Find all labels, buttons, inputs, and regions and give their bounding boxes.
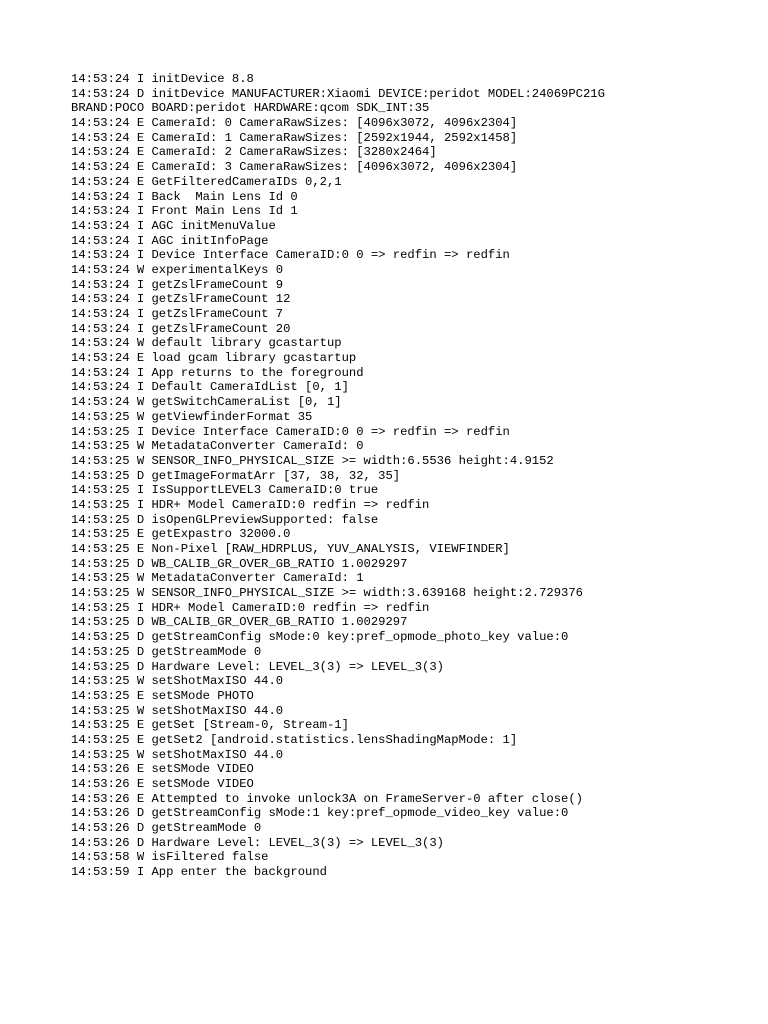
log-line: 14:53:26 E Attempted to invoke unlock3A on FrameServer-0 after close() [71, 791, 583, 806]
log-line: 14:53:24 D initDevice MANUFACTURER:Xiaomi DEVICE:peridot MODEL:24069PC21G [71, 86, 605, 101]
log-line: 14:53:26 E setSMode VIDEO [71, 777, 254, 791]
log-line: 14:53:24 E CameraId: 2 CameraRawSizes: [3280x2464] [71, 145, 437, 160]
log-line: 14:53:25 D getImageFormatArr [37, 38, 32, 35] [71, 468, 401, 483]
log-line: 14:53:25 D isOpenGLPreviewSupported: false [71, 512, 379, 527]
log-line: 14:53:24 I initDevice 8.8 [71, 72, 254, 86]
log-line: 14:53:24 I AGC initMenuValue [71, 218, 276, 233]
log-line: 14:53:24 I getZslFrameCount 9 [71, 277, 284, 292]
log-line: 14:53:24 E CameraId: 0 CameraRawSizes: [4096x3072, 4096x2304] [71, 116, 518, 131]
log-line: 14:53:24 I App returns to the foreground [71, 365, 364, 380]
log-line: 14:53:25 D getStreamMode 0 [71, 644, 262, 659]
log-line: 14:53:24 E load gcam library gcastartup [71, 351, 357, 366]
log-line: 14:53:25 D Hardware Level: LEVEL_3(3) => LEVEL_3(3) [71, 659, 444, 674]
log-line: 14:53:25 W getViewfinderFormat 35 [71, 409, 313, 424]
log-line: 14:53:24 I getZslFrameCount 20 [71, 321, 291, 336]
log-line: 14:53:24 W default library gcastartup [71, 336, 342, 351]
log-line: 14:53:59 I App enter the background [71, 865, 327, 880]
log-line: 14:53:24 E CameraId: 3 CameraRawSizes: [4096x3072, 4096x2304] [71, 160, 518, 175]
log-line: 14:53:25 W SENSOR_INFO_PHYSICAL_SIZE >= width:6.5536 height:4.9152 [71, 453, 554, 468]
log-line: 14:53:24 E CameraId: 1 CameraRawSizes: [2592x1944, 2592x1458] [71, 130, 518, 145]
log-line: 14:53:25 D WB_CALIB_GR_OVER_GB_RATIO 1.0029297 [71, 556, 408, 571]
log-line: 14:53:26 D getStreamMode 0 [71, 821, 262, 836]
log-line: 14:53:25 W setShotMaxISO 44.0 [71, 747, 284, 762]
log-line: 14:53:25 W SENSOR_INFO_PHYSICAL_SIZE >= width:3.639168 height:2.729376 [71, 586, 583, 601]
log-line: 14:53:25 I HDR+ Model CameraID:0 redfin => redfin [71, 600, 430, 615]
log-line: 14:53:25 E setSMode PHOTO [71, 688, 254, 703]
log-line: 14:53:25 I IsSupportLEVEL3 CameraID:0 true [71, 483, 379, 498]
log-line: 14:53:25 E getSet [Stream-0, Stream-1] [71, 718, 349, 733]
log-line: 14:53:25 E getExpastro 32000.0 [71, 527, 291, 542]
log-line: 14:53:25 W MetadataConverter CameraId: 1 [71, 571, 364, 586]
log-line: 14:53:26 D getStreamConfig sMode:1 key:pref_opmode_video_key value:0 [71, 806, 569, 821]
log-line: 14:53:25 E getSet2 [android.statistics.lensShadingMapMode: 1] [71, 732, 518, 747]
log-line: 14:53:26 E setSMode VIDEO [71, 762, 254, 777]
log-line: 14:53:24 I Back Main Lens Id 0 [71, 189, 298, 204]
log-line: BRAND:POCO BOARD:peridot HARDWARE:qcom SDK_INT:35 [71, 101, 430, 116]
log-line: 14:53:24 W experimentalKeys 0 [71, 262, 284, 277]
log-line: 14:53:25 D getStreamConfig sMode:0 key:pref_opmode_photo_key value:0 [71, 630, 569, 645]
log-line: 14:53:24 E GetFilteredCameraIDs 0,2,1 [71, 174, 342, 189]
log-line: 14:53:24 I Front Main Lens Id 1 [71, 204, 298, 219]
log-line: 14:53:24 W getSwitchCameraList [0, 1] [71, 395, 342, 410]
log-line: 14:53:25 D WB_CALIB_GR_OVER_GB_RATIO 1.0029297 [71, 615, 408, 630]
log-line: 14:53:58 W isFiltered false [71, 850, 269, 865]
log-line: 14:53:25 I Device Interface CameraID:0 0 => redfin => redfin [71, 424, 510, 439]
log-document [71, 72, 751, 880]
log-line: 14:53:25 E Non-Pixel [RAW_HDRPLUS, YUV_ANALYSIS, VIEWFINDER] [71, 542, 510, 556]
log-line: 14:53:24 I AGC initInfoPage [71, 233, 269, 248]
log-line: 14:53:24 I Default CameraIdList [0, 1] [71, 380, 349, 395]
log-line: 14:53:25 W MetadataConverter CameraId: 0 [71, 439, 364, 454]
log-line: 14:53:25 W setShotMaxISO 44.0 [71, 703, 284, 718]
log-line: 14:53:24 I Device Interface CameraID:0 0 => redfin => redfin [71, 248, 510, 263]
log-line: 14:53:26 D Hardware Level: LEVEL_3(3) => LEVEL_3(3) [71, 835, 444, 850]
log-line: 14:53:25 W setShotMaxISO 44.0 [71, 674, 284, 689]
log-line: 14:53:25 I HDR+ Model CameraID:0 redfin => redfin [71, 497, 430, 512]
log-lines [71, 72, 751, 880]
log-line: 14:53:24 I getZslFrameCount 7 [71, 307, 284, 321]
log-line: 14:53:24 I getZslFrameCount 12 [71, 292, 291, 307]
